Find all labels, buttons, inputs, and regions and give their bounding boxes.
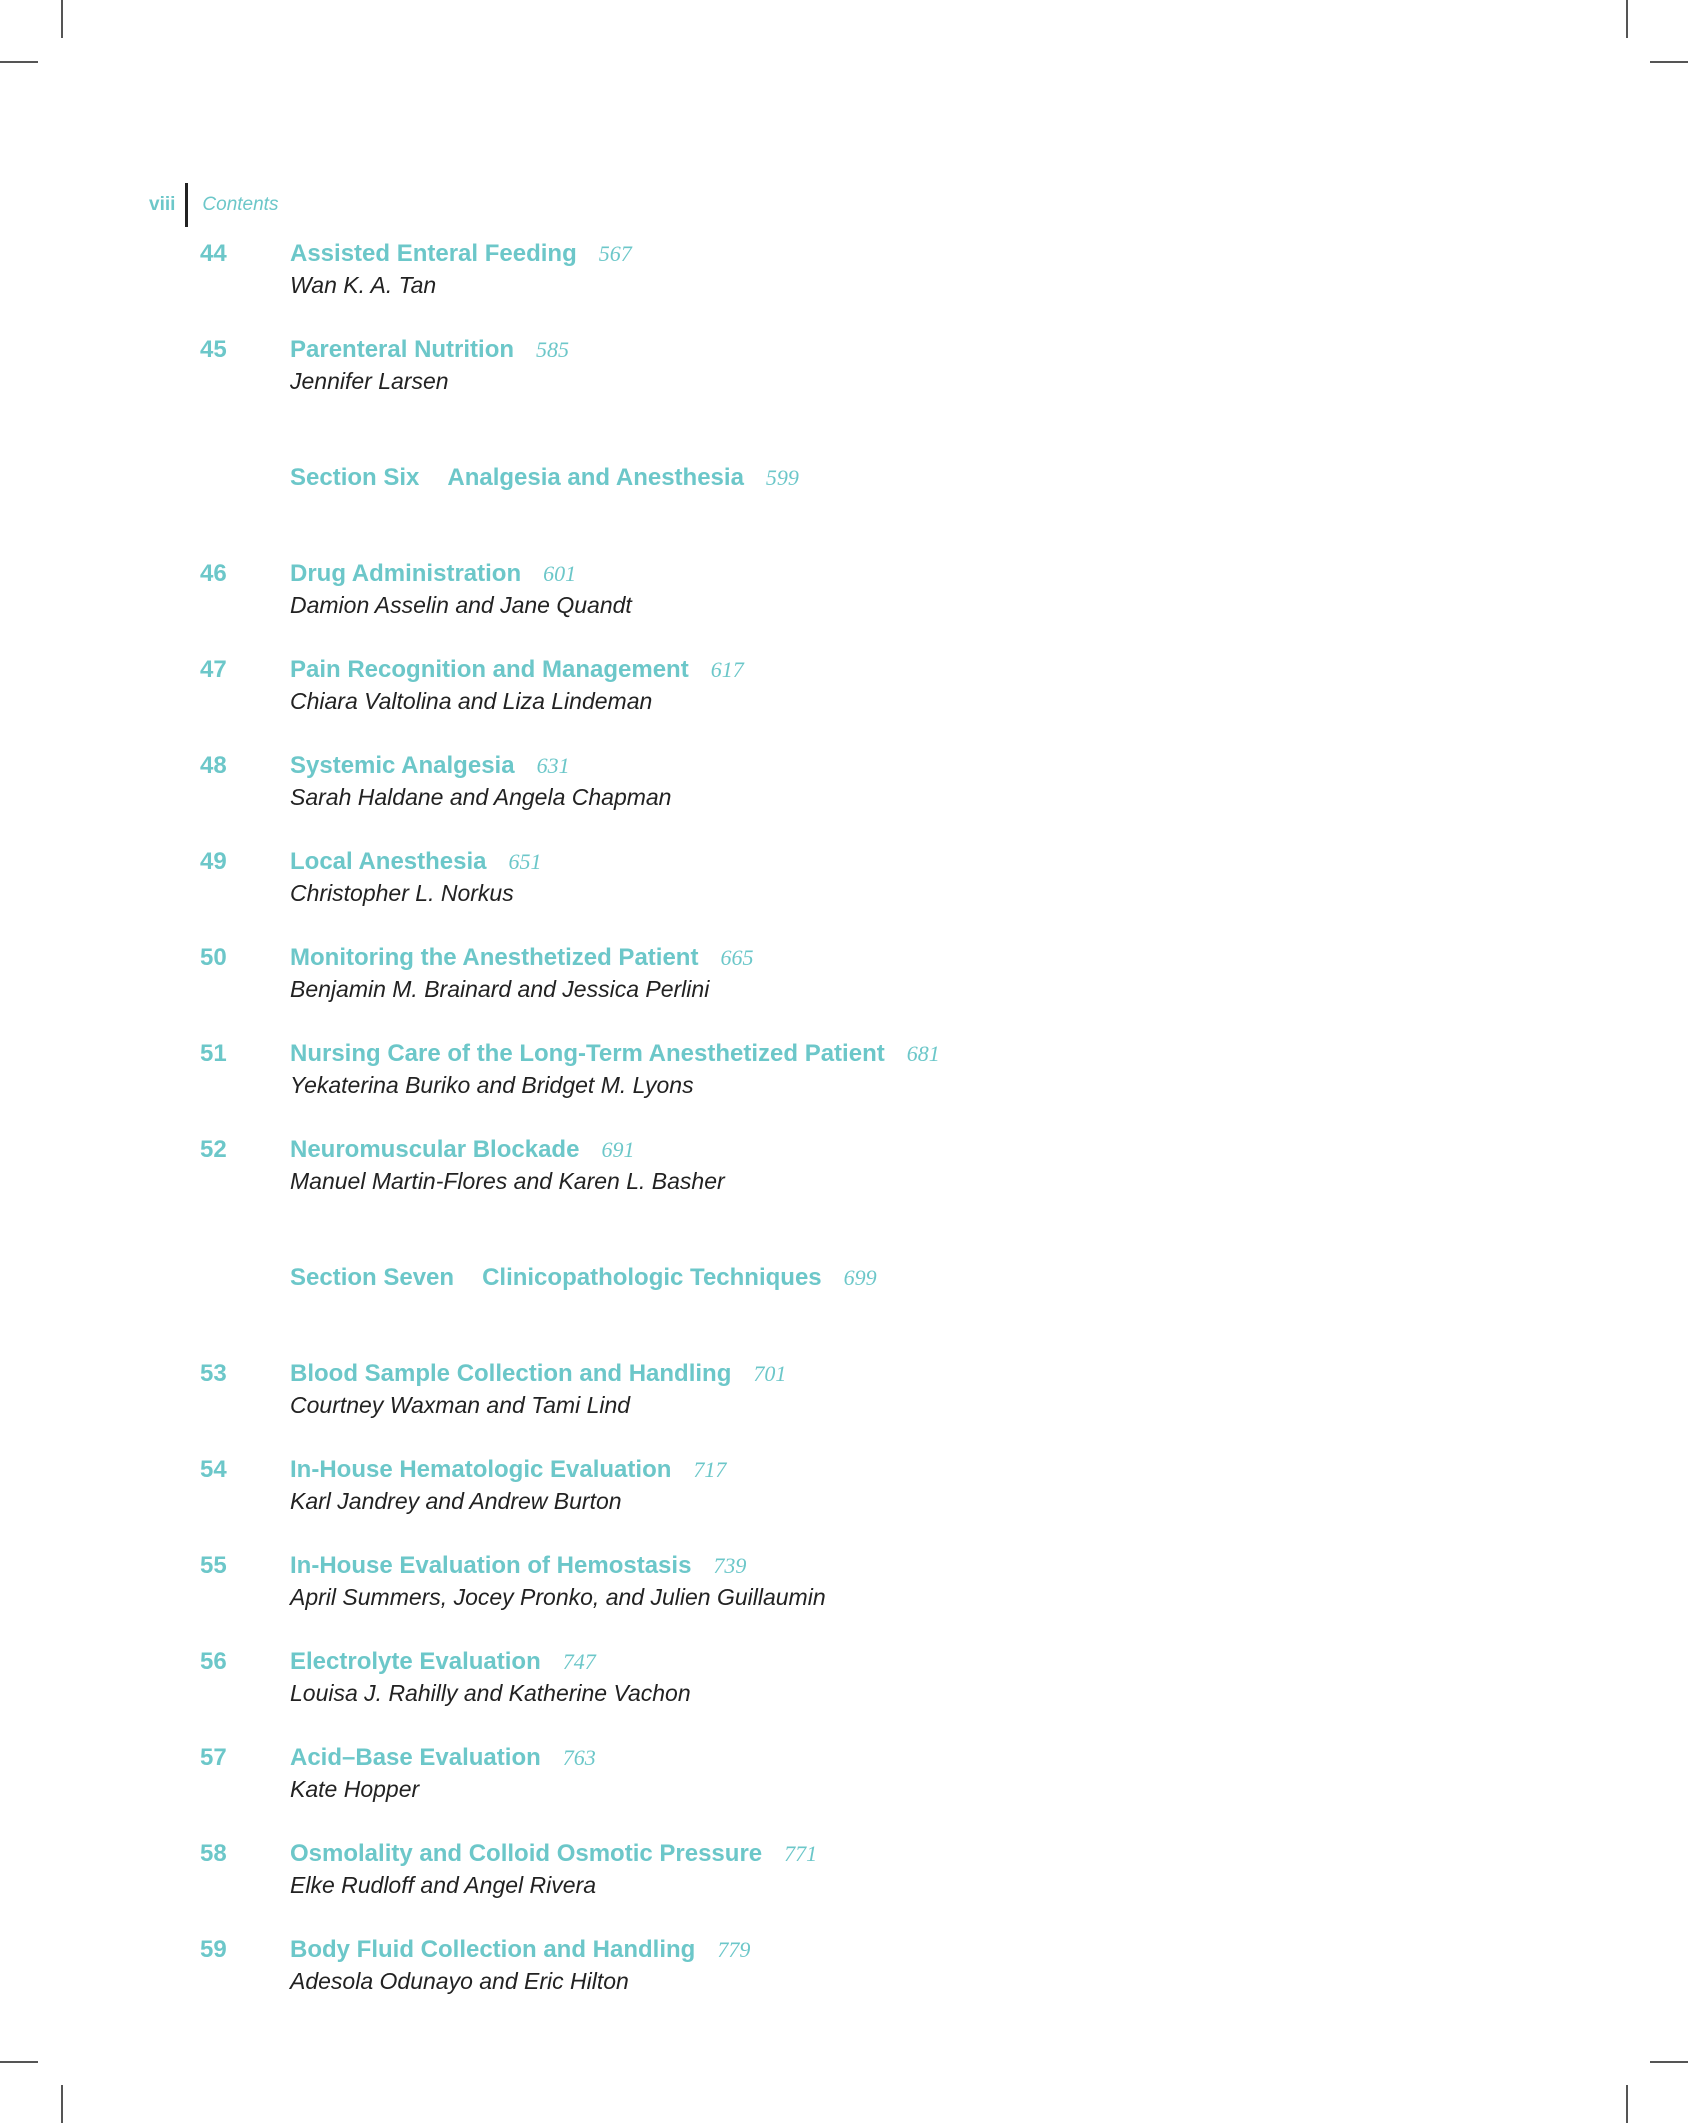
toc-chapter-entry[interactable] [0,656,1688,752]
chapter-title-line [290,1648,596,1676]
toc-chapter-entry[interactable] [0,752,1688,848]
toc-section-heading[interactable] [0,464,1688,560]
chapter-number: 59 [200,1936,227,1963]
chapter-title: Blood Sample Collection and Handling [290,1360,732,1387]
running-head: Contents [202,194,279,215]
chapter-title: In-House Evaluation of Hemostasis [290,1552,692,1579]
header-divider [185,183,188,227]
chapter-title-line [290,1552,746,1580]
chapter-title: Drug Administration [290,560,522,587]
chapter-authors: Yekaterina Buriko and Bridget M. Lyons [290,1072,694,1098]
section-title: Clinicopathologic Techniques [482,1264,822,1291]
chapter-title: Neuromuscular Blockade [290,1136,580,1163]
chapter-title-line [290,1840,817,1868]
chapter-page-number: 681 [906,1041,940,1066]
chapter-authors: Courtney Waxman and Tami Lind [290,1392,631,1418]
toc-chapter-entry[interactable] [0,1936,1688,2032]
section-page-number: 699 [843,1265,877,1290]
toc-section-heading[interactable] [0,1264,1688,1360]
chapter-authors: Sarah Haldane and Angela Chapman [290,784,672,810]
chapter-title-line [290,1040,940,1068]
section-title: Analgesia and Anesthesia [447,464,744,491]
chapter-authors: Kate Hopper [290,1776,420,1802]
toc-chapter-entry[interactable] [0,1744,1688,1840]
crop-mark [1626,2085,1628,2123]
chapter-number: 47 [200,656,227,683]
chapter-number: 45 [200,336,227,363]
toc-chapter-entry[interactable] [0,336,1688,432]
section-spacer [0,1232,1688,1264]
chapter-title: Body Fluid Collection and Handling [290,1936,696,1963]
chapter-page-number: 739 [713,1553,747,1578]
chapter-title-line [290,1456,726,1484]
chapter-number: 50 [200,944,227,971]
crop-mark [61,2085,63,2123]
section-page-number: 599 [765,465,799,490]
toc-chapter-entry[interactable] [0,240,1688,336]
chapter-title-line [290,336,569,364]
section-label: Section Seven [290,1264,455,1291]
chapter-authors: Karl Jandrey and Andrew Burton [290,1488,622,1514]
section-label: Section Six [290,464,420,491]
page-header [149,183,278,227]
chapter-authors: Chiara Valtolina and Liza Lindeman [290,688,653,714]
chapter-page-number: 665 [720,945,754,970]
chapter-number: 44 [200,240,227,267]
toc-chapter-entry[interactable] [0,1456,1688,1552]
chapter-authors: Elke Rudloff and Angel Rivera [290,1872,596,1898]
chapter-number: 55 [200,1552,227,1579]
chapter-title-line [290,1136,634,1164]
chapter-page-number: 771 [784,1841,818,1866]
chapter-page-number: 717 [693,1457,727,1482]
crop-mark [1650,2061,1688,2063]
chapter-number: 56 [200,1648,227,1675]
chapter-title-line [290,752,570,780]
chapter-page-number: 701 [753,1361,787,1386]
chapter-page-number: 691 [601,1137,635,1162]
chapter-title: Local Anesthesia [290,848,487,875]
chapter-page-number: 631 [536,753,570,778]
crop-mark [61,0,63,38]
toc-chapter-entry[interactable] [0,1360,1688,1456]
chapter-title-line [290,1360,786,1388]
chapter-title-line [290,1936,750,1964]
toc-chapter-entry[interactable] [0,560,1688,656]
chapter-page-number: 763 [562,1745,596,1770]
chapter-title: Electrolyte Evaluation [290,1648,541,1675]
chapter-authors: Adesola Odunayo and Eric Hilton [290,1968,629,1994]
chapter-number: 52 [200,1136,227,1163]
crop-mark [0,2061,38,2063]
chapter-title: Nursing Care of the Long-Term Anesthetized Patient [290,1040,885,1067]
toc-chapter-entry[interactable] [0,944,1688,1040]
chapter-page-number: 585 [536,337,570,362]
chapter-page-number: 617 [710,657,744,682]
crop-mark [1626,0,1628,38]
chapter-page-number: 779 [717,1937,751,1962]
section-spacer [0,432,1688,464]
crop-mark [1650,61,1688,63]
chapter-authors: Christopher L. Norkus [290,880,514,906]
section-title-line [290,1264,877,1292]
chapter-page-number: 567 [598,241,632,266]
chapter-title-line [290,1744,596,1772]
chapter-title-line [290,848,542,876]
toc-chapter-entry[interactable] [0,848,1688,944]
chapter-authors: Jennifer Larsen [290,368,449,394]
chapter-title: Parenteral Nutrition [290,336,515,363]
toc-chapter-entry[interactable] [0,1040,1688,1136]
chapter-number: 58 [200,1840,227,1867]
chapter-number: 57 [200,1744,227,1771]
chapter-authors: Manuel Martin-Flores and Karen L. Basher [290,1168,725,1194]
chapter-title-line [290,560,576,588]
chapter-number: 51 [200,1040,227,1067]
table-of-contents [0,240,1688,2032]
toc-chapter-entry[interactable] [0,1840,1688,1936]
chapter-title-line [290,656,744,684]
chapter-title: Systemic Analgesia [290,752,515,779]
toc-chapter-entry[interactable] [0,1648,1688,1744]
chapter-authors: Louisa J. Rahilly and Katherine Vachon [290,1680,691,1706]
chapter-number: 54 [200,1456,227,1483]
chapter-authors: April Summers, Jocey Pronko, and Julien Guillaumin [290,1584,826,1610]
toc-chapter-entry[interactable] [0,1136,1688,1232]
chapter-title: Osmolality and Colloid Osmotic Pressure [290,1840,763,1867]
crop-mark [0,61,38,63]
chapter-page-number: 747 [562,1649,596,1674]
chapter-number: 46 [200,560,227,587]
chapter-page-number: 601 [543,561,577,586]
chapter-title: Pain Recognition and Management [290,656,689,683]
chapter-authors: Wan K. A. Tan [290,272,437,298]
chapter-authors: Damion Asselin and Jane Quandt [290,592,632,618]
chapter-title: Acid–Base Evaluation [290,1744,541,1771]
chapter-number: 53 [200,1360,227,1387]
chapter-title: Assisted Enteral Feeding [290,240,577,267]
chapter-title-line [290,240,632,268]
chapter-page-number: 651 [508,849,542,874]
chapter-title: In-House Hematologic Evaluation [290,1456,672,1483]
section-title-line [290,464,799,492]
chapter-number: 49 [200,848,227,875]
chapter-title: Monitoring the Anesthetized Patient [290,944,699,971]
chapter-title-line [290,944,753,972]
chapter-number: 48 [200,752,227,779]
chapter-authors: Benjamin M. Brainard and Jessica Perlini [290,976,710,1002]
page-folio: viii [149,194,176,215]
toc-chapter-entry[interactable] [0,1552,1688,1648]
